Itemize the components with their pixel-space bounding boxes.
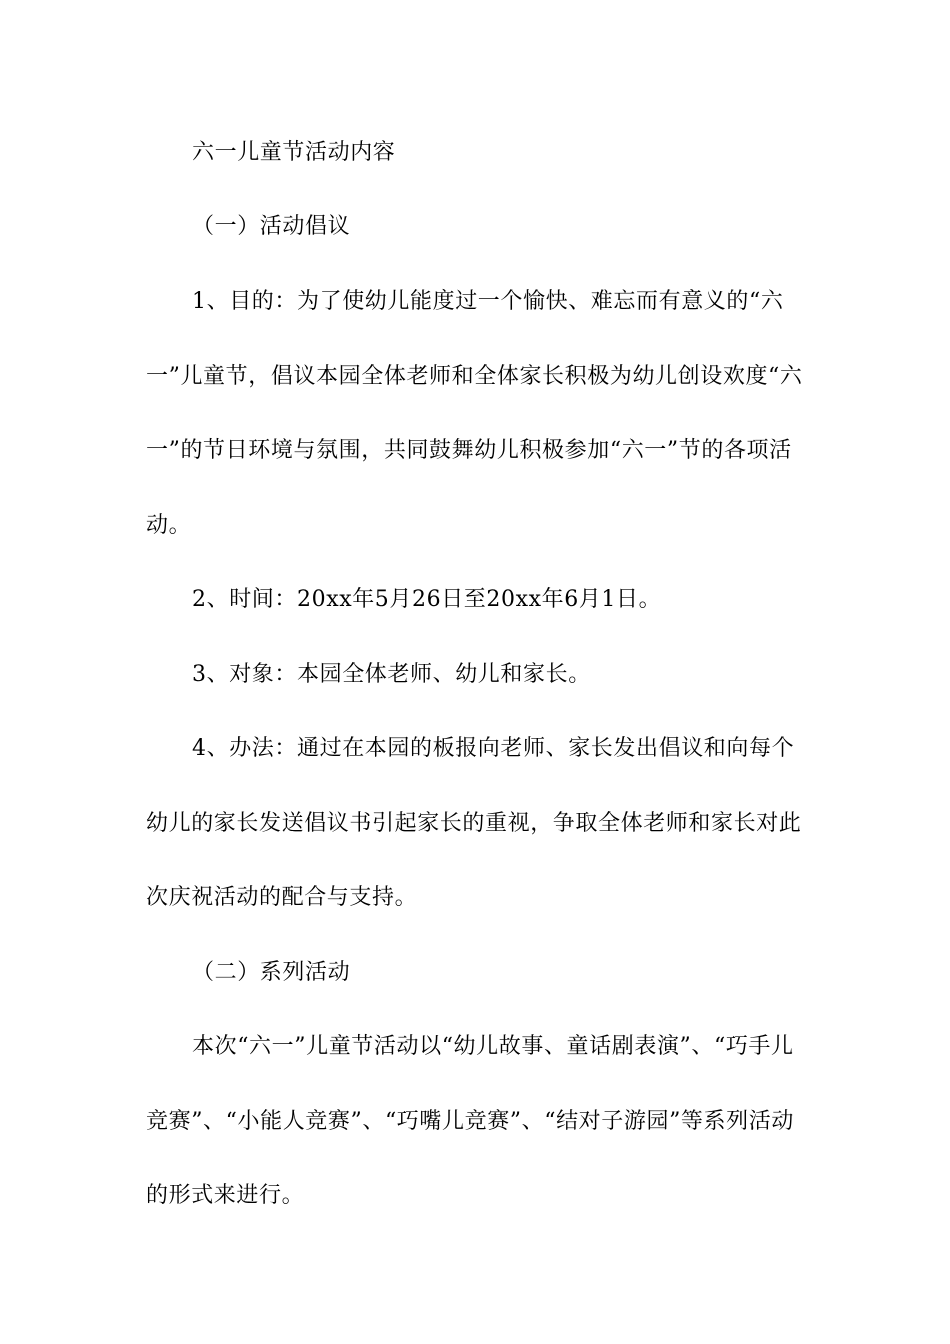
document-title: 六一儿童节活动内容 [192, 140, 396, 165]
paragraph-method: 4、办法：通过在本园的板报向老师、家长发出倡议和向每个幼儿的家长发送倡议书引起家长的重视，争取全体老师和家长对此次庆祝活动的配合与支持。 [146, 736, 802, 910]
paragraph-series-activities: 本次“六一”儿童节活动以“幼儿故事、童话剧表演”、“巧手儿竞赛”、“小能人竞赛”、“巧嘴儿竞赛”、“结对子游园”等系列活动的形式来进行。 [146, 1034, 794, 1208]
section-heading-1: （一）活动倡议 [192, 214, 351, 239]
section-heading-2: （二）系列活动 [192, 960, 351, 985]
paragraph-time: 2、时间：20xx年5月26日至20xx年6月1日。 [192, 587, 662, 612]
paragraph-audience: 3、对象：本园全体老师、幼儿和家长。 [192, 662, 591, 687]
paragraph-purpose: 1、目的：为了使幼儿能度过一个愉快、难忘而有意义的“六一”儿童节，倡议本园全体老师和全体家长积极为幼儿创设欢度“六一”的节日环境与氛围，共同鼓舞幼儿积极参加“六一”节的各项活动。 [146, 289, 803, 538]
